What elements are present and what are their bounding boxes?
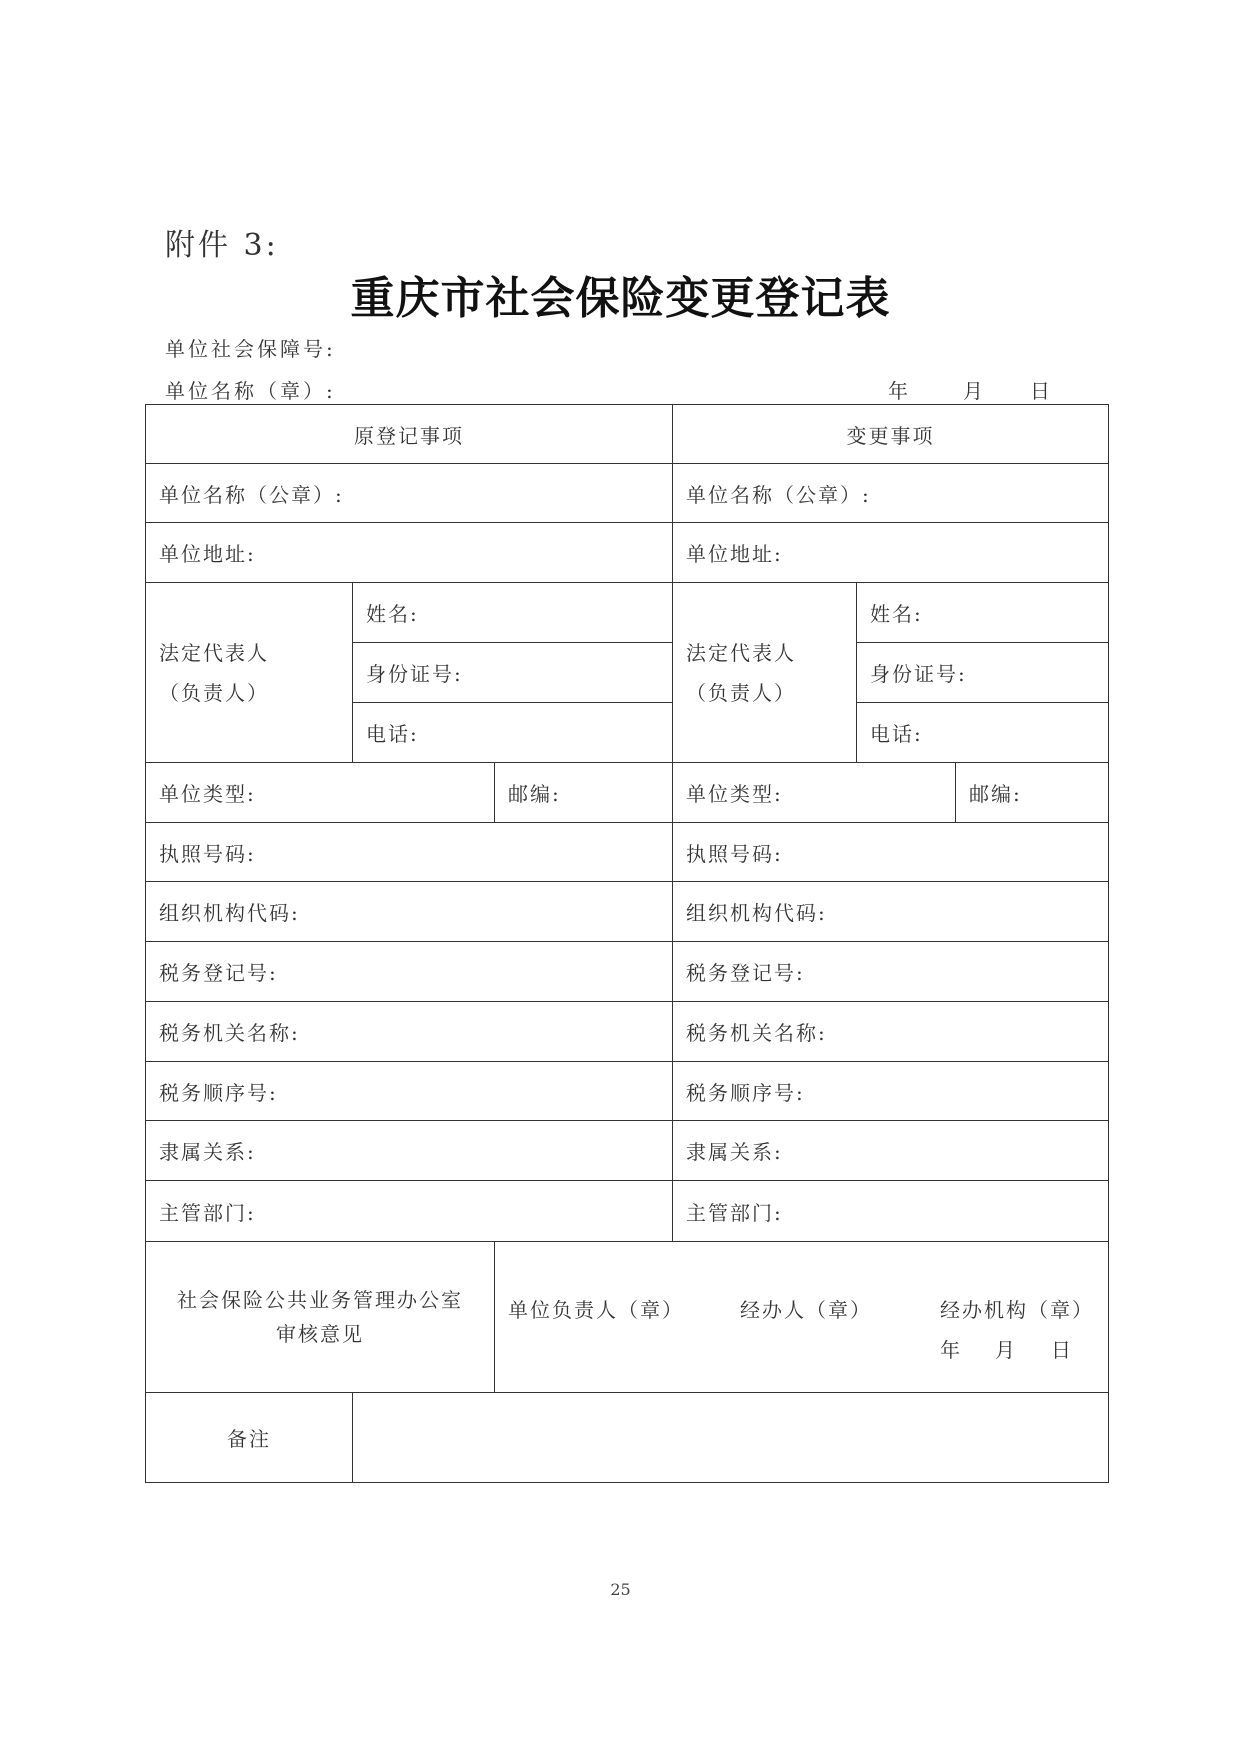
change-rep-name-cell[interactable]: 姓名:: [857, 583, 1109, 643]
header-year-label: 年: [888, 379, 908, 403]
remarks-row: [146, 1393, 1109, 1483]
table-row: [146, 1181, 1109, 1242]
remarks-label: 备注: [146, 1393, 353, 1483]
unit-head-seal-label: 单位负责人（章）: [508, 1298, 684, 1322]
review-opinion-label: [146, 1242, 495, 1393]
table-row: [146, 1062, 1109, 1121]
social-security-number-label: 单位社会保障号:: [165, 337, 336, 361]
change-legal-rep-label: [673, 583, 857, 763]
signature-block: [495, 1242, 1108, 1392]
original-license-cell[interactable]: 执照号码:: [146, 823, 673, 882]
legal-rep-line1: 法定代表人: [686, 640, 796, 665]
review-signature-cell[interactable]: [495, 1242, 1109, 1393]
attachment-label: 附件 3:: [165, 228, 279, 263]
original-supervisor-cell[interactable]: 主管部门:: [146, 1181, 673, 1242]
table-row: [146, 464, 1109, 523]
change-tax-reg-cell[interactable]: 税务登记号:: [673, 942, 1109, 1002]
change-postcode-cell[interactable]: 邮编:: [956, 763, 1109, 823]
handler-seal-label: 经办人（章）: [740, 1298, 872, 1322]
original-rep-phone-cell[interactable]: 电话:: [353, 703, 673, 763]
table-header-row: [146, 405, 1109, 464]
review-line1: 社会保险公共业务管理办公室: [177, 1288, 463, 1312]
table-row: [146, 823, 1109, 882]
table-row: [146, 882, 1109, 942]
review-day-label: 日: [1051, 1338, 1073, 1362]
change-unit-name-cell[interactable]: 单位名称（公章）:: [673, 464, 1109, 523]
change-supervisor-cell[interactable]: 主管部门:: [673, 1181, 1109, 1242]
legal-rep-line1: 法定代表人: [159, 640, 269, 665]
table-row: [146, 942, 1109, 1002]
original-tax-seq-cell[interactable]: 税务顺序号:: [146, 1062, 673, 1121]
agency-seal-label: 经办机构（章）: [940, 1298, 1094, 1322]
change-org-code-cell[interactable]: 组织机构代码:: [673, 882, 1109, 942]
original-unit-type-cell[interactable]: 单位类型:: [146, 763, 495, 823]
change-registration-table: [145, 404, 1109, 1483]
change-tax-seq-cell[interactable]: 税务顺序号:: [673, 1062, 1109, 1121]
review-year-label: 年: [940, 1338, 962, 1362]
original-rep-id-cell[interactable]: 身份证号:: [353, 643, 673, 703]
original-tax-authority-cell[interactable]: 税务机关名称:: [146, 1002, 673, 1062]
original-unit-address-cell[interactable]: 单位地址:: [146, 523, 673, 583]
original-legal-rep-label: [146, 583, 353, 763]
unit-name-seal-label: 单位名称（章）:: [165, 379, 336, 403]
header-month-label: 月: [963, 379, 983, 403]
table-row: [146, 583, 1109, 643]
original-unit-name-cell[interactable]: 单位名称（公章）:: [146, 464, 673, 523]
original-affiliation-cell[interactable]: 隶属关系:: [146, 1121, 673, 1181]
change-unit-address-cell[interactable]: 单位地址:: [673, 523, 1109, 583]
review-month-label: 月: [995, 1338, 1017, 1362]
form-title: 重庆市社会保险变更登记表: [350, 273, 891, 324]
change-items-header: 变更事项: [673, 405, 1109, 464]
review-row: [146, 1242, 1109, 1393]
header-day-label: 日: [1030, 379, 1050, 403]
table-row: [146, 1121, 1109, 1181]
original-org-code-cell[interactable]: 组织机构代码:: [146, 882, 673, 942]
review-line2: 审核意见: [276, 1322, 364, 1346]
original-items-header: 原登记事项: [146, 405, 673, 464]
table-row: [146, 1002, 1109, 1062]
original-rep-name-cell[interactable]: 姓名:: [353, 583, 673, 643]
legal-rep-line2: （负责人）: [159, 680, 269, 705]
change-license-cell[interactable]: 执照号码:: [673, 823, 1109, 882]
change-affiliation-cell[interactable]: 隶属关系:: [673, 1121, 1109, 1181]
table-row: [146, 523, 1109, 583]
legal-rep-line2: （负责人）: [686, 680, 796, 705]
change-unit-type-cell[interactable]: 单位类型:: [673, 763, 956, 823]
change-rep-phone-cell[interactable]: 电话:: [857, 703, 1109, 763]
change-tax-authority-cell[interactable]: 税务机关名称:: [673, 1002, 1109, 1062]
table-row: [146, 763, 1109, 823]
remarks-input-cell[interactable]: [353, 1393, 1109, 1483]
page-number: 25: [610, 1580, 631, 1599]
change-rep-id-cell[interactable]: 身份证号:: [857, 643, 1109, 703]
original-postcode-cell[interactable]: 邮编:: [495, 763, 673, 823]
original-tax-reg-cell[interactable]: 税务登记号:: [146, 942, 673, 1002]
